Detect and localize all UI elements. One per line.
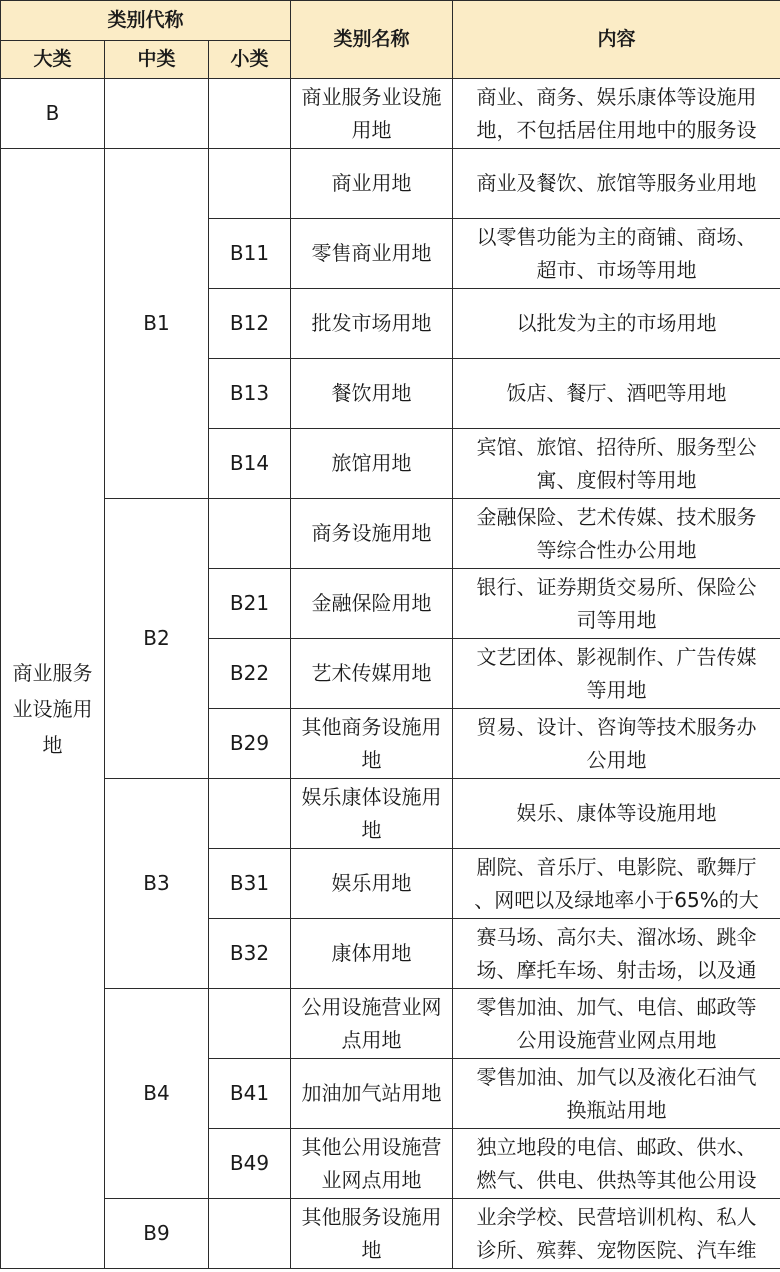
category-name: 其他服务设施用 地 xyxy=(291,1199,453,1269)
category-name: 批发市场用地 xyxy=(291,289,453,359)
category-name: 其他商务设施用 地 xyxy=(291,709,453,779)
category-content: 贸易、设计、咨询等技术服务办 公用地 xyxy=(453,709,780,779)
category-content: 饭店、餐厅、酒吧等用地 xyxy=(453,359,780,429)
category-content: 商业、商务、娱乐康体等设施用 地，不包括居住用地中的服务设 xyxy=(453,79,780,149)
minor-code: B12 xyxy=(209,289,291,359)
medium-code: B4 xyxy=(105,989,209,1199)
category-name: 其他公用设施营 业网点用地 xyxy=(291,1129,453,1199)
header-medium: 中类 xyxy=(105,41,209,79)
category-name: 公用设施营业网 点用地 xyxy=(291,989,453,1059)
category-name: 商务设施用地 xyxy=(291,499,453,569)
category-content: 剧院、音乐厅、电影院、歌舞厅 、网吧以及绿地率小于65%的大 xyxy=(453,849,780,919)
category-name: 餐饮用地 xyxy=(291,359,453,429)
minor-code xyxy=(209,779,291,849)
category-content: 以批发为主的市场用地 xyxy=(453,289,780,359)
major-code: B xyxy=(1,79,105,149)
table-row xyxy=(1,779,780,849)
minor-code: B29 xyxy=(209,709,291,779)
medium-code: B3 xyxy=(105,779,209,989)
category-name: 旅馆用地 xyxy=(291,429,453,499)
category-name: 康体用地 xyxy=(291,919,453,989)
medium-code xyxy=(105,79,209,149)
minor-code: B41 xyxy=(209,1059,291,1129)
category-content: 文艺团体、影视制作、广告传媒 等用地 xyxy=(453,639,780,709)
table-row xyxy=(1,989,780,1059)
minor-code: B21 xyxy=(209,569,291,639)
category-content: 宾馆、旅馆、招待所、服务型公 寓、度假村等用地 xyxy=(453,429,780,499)
medium-code: B9 xyxy=(105,1199,209,1269)
category-name: 加油加气站用地 xyxy=(291,1059,453,1129)
header-minor: 小类 xyxy=(209,41,291,79)
category-name: 娱乐康体设施用 地 xyxy=(291,779,453,849)
category-name: 零售商业用地 xyxy=(291,219,453,289)
category-content: 商业及餐饮、旅馆等服务业用地 xyxy=(453,149,780,219)
minor-code: B11 xyxy=(209,219,291,289)
minor-code xyxy=(209,79,291,149)
category-name: 金融保险用地 xyxy=(291,569,453,639)
minor-code xyxy=(209,499,291,569)
medium-code: B2 xyxy=(105,499,209,779)
category-content: 零售加油、加气以及液化石油气 换瓶站用地 xyxy=(453,1059,780,1129)
table-row xyxy=(1,499,780,569)
category-content: 业余学校、民营培训机构、私人 诊所、殡葬、宠物医院、汽车维 xyxy=(453,1199,780,1269)
header-code-group: 类别代称 xyxy=(1,1,291,41)
category-content: 金融保险、艺术传媒、技术服务 等综合性办公用地 xyxy=(453,499,780,569)
minor-code: B22 xyxy=(209,639,291,709)
category-content: 独立地段的电信、邮政、供水、 燃气、供电、供热等其他公用设 xyxy=(453,1129,780,1199)
category-content: 赛马场、高尔夫、溜冰场、跳伞 场、摩托车场、射击场，以及通 xyxy=(453,919,780,989)
category-name: 娱乐用地 xyxy=(291,849,453,919)
minor-code xyxy=(209,149,291,219)
minor-code xyxy=(209,1199,291,1269)
minor-code: B49 xyxy=(209,1129,291,1199)
category-content: 娱乐、康体等设施用地 xyxy=(453,779,780,849)
category-name: 商业用地 xyxy=(291,149,453,219)
header-content: 内容 xyxy=(453,1,780,79)
category-content: 以零售功能为主的商铺、商场、 超市、市场等用地 xyxy=(453,219,780,289)
header-name: 类别名称 xyxy=(291,1,453,79)
category-name: 商业服务业设施 用地 xyxy=(291,79,453,149)
category-content: 零售加油、加气、电信、邮政等 公用设施营业网点用地 xyxy=(453,989,780,1059)
table-row xyxy=(1,1199,780,1269)
category-name: 艺术传媒用地 xyxy=(291,639,453,709)
minor-code: B13 xyxy=(209,359,291,429)
minor-code: B31 xyxy=(209,849,291,919)
minor-code: B32 xyxy=(209,919,291,989)
minor-code xyxy=(209,989,291,1059)
header-major: 大类 xyxy=(1,41,105,79)
table-row xyxy=(1,79,780,149)
medium-code: B1 xyxy=(105,149,209,499)
minor-code: B14 xyxy=(209,429,291,499)
major-name: 商业服务 业设施用 地 xyxy=(1,149,105,1269)
table-row xyxy=(1,149,780,219)
category-content: 银行、证券期货交易所、保险公 司等用地 xyxy=(453,569,780,639)
